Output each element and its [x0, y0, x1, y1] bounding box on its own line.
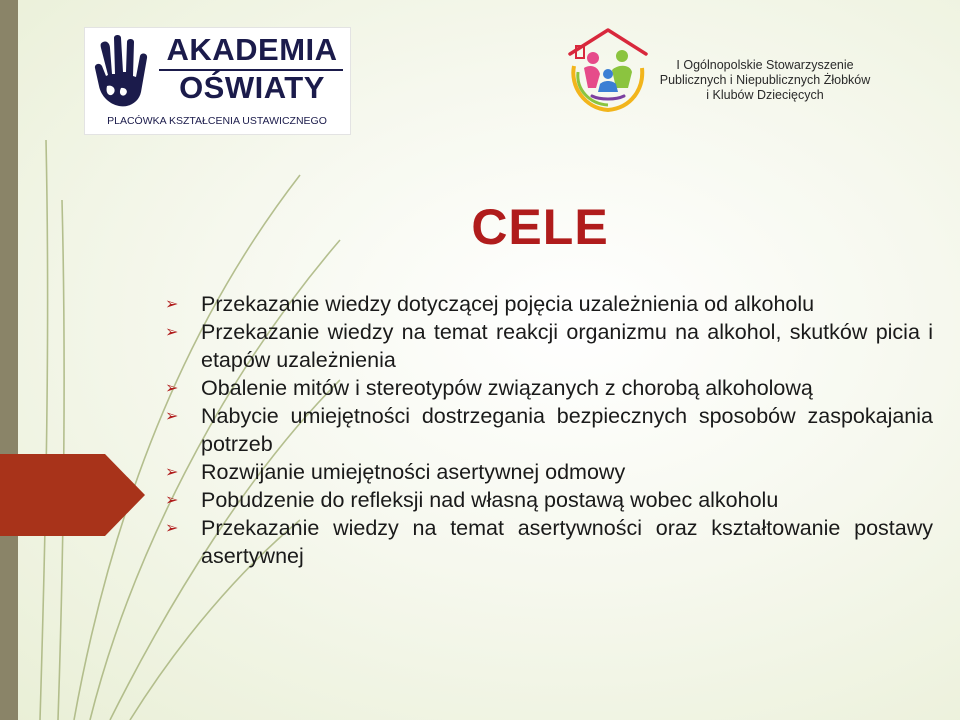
- goal-item: [165, 374, 933, 402]
- accent-arrow-tab: [0, 454, 145, 536]
- goal-item: [165, 402, 933, 458]
- goals-list: [165, 290, 933, 570]
- association-name: [640, 58, 890, 103]
- association-line3: i Klubów Dziecięcych: [706, 88, 824, 102]
- arrowhead-bullet-icon: ➢: [165, 462, 179, 481]
- association-line1: I Ogólnopolskie Stowarzyszenie: [676, 58, 854, 72]
- arrowhead-bullet-icon: ➢: [165, 406, 179, 425]
- goal-item: [165, 318, 933, 374]
- goal-text: Przekazanie wiedzy na temat reakcji organizmu na alkohol, skutków picia i etapów uzależnienia: [201, 320, 933, 372]
- goal-item: [165, 514, 933, 570]
- arrowhead-bullet-icon: ➢: [165, 294, 179, 313]
- goal-text: Nabycie umiejętności dostrzegania bezpiecznych sposobów zaspokajania potrzeb: [201, 404, 933, 456]
- hand-logo-icon: [93, 34, 151, 110]
- logo-title-line2: OŚWIATY: [179, 70, 325, 105]
- goal-text: Rozwijanie umiejętności asertywnej odmowy: [201, 460, 626, 484]
- goal-text: Obalenie mitów i stereotypów związanych z chorobą alkoholową: [201, 376, 813, 400]
- slide-title: CELE: [471, 199, 609, 255]
- logo-title-line1: AKADEMIA: [166, 32, 338, 67]
- arrowhead-bullet-icon: ➢: [165, 490, 179, 509]
- association-line2: Publicznych i Niepublicznych Żłobków: [659, 73, 871, 87]
- akademia-oswiaty-logo: [84, 27, 351, 135]
- arrowhead-bullet-icon: ➢: [165, 378, 179, 397]
- goal-text: Pobudzenie do refleksji nad własną postawą wobec alkoholu: [201, 488, 779, 512]
- arrowhead-bullet-icon: ➢: [165, 322, 179, 341]
- goal-text: Przekazanie wiedzy na temat asertywności oraz kształtowanie postawy asertywnej: [201, 516, 933, 568]
- goal-text: Przekazanie wiedzy dotyczącej pojęcia uzależnienia od alkoholu: [201, 292, 815, 316]
- goal-item: [165, 458, 933, 486]
- logo-subtitle: PLACÓWKA KSZTAŁCENIA USTAWICZNEGO: [107, 115, 327, 127]
- goal-item: [165, 486, 933, 514]
- goal-item: [165, 290, 933, 318]
- arrowhead-bullet-icon: ➢: [165, 518, 179, 537]
